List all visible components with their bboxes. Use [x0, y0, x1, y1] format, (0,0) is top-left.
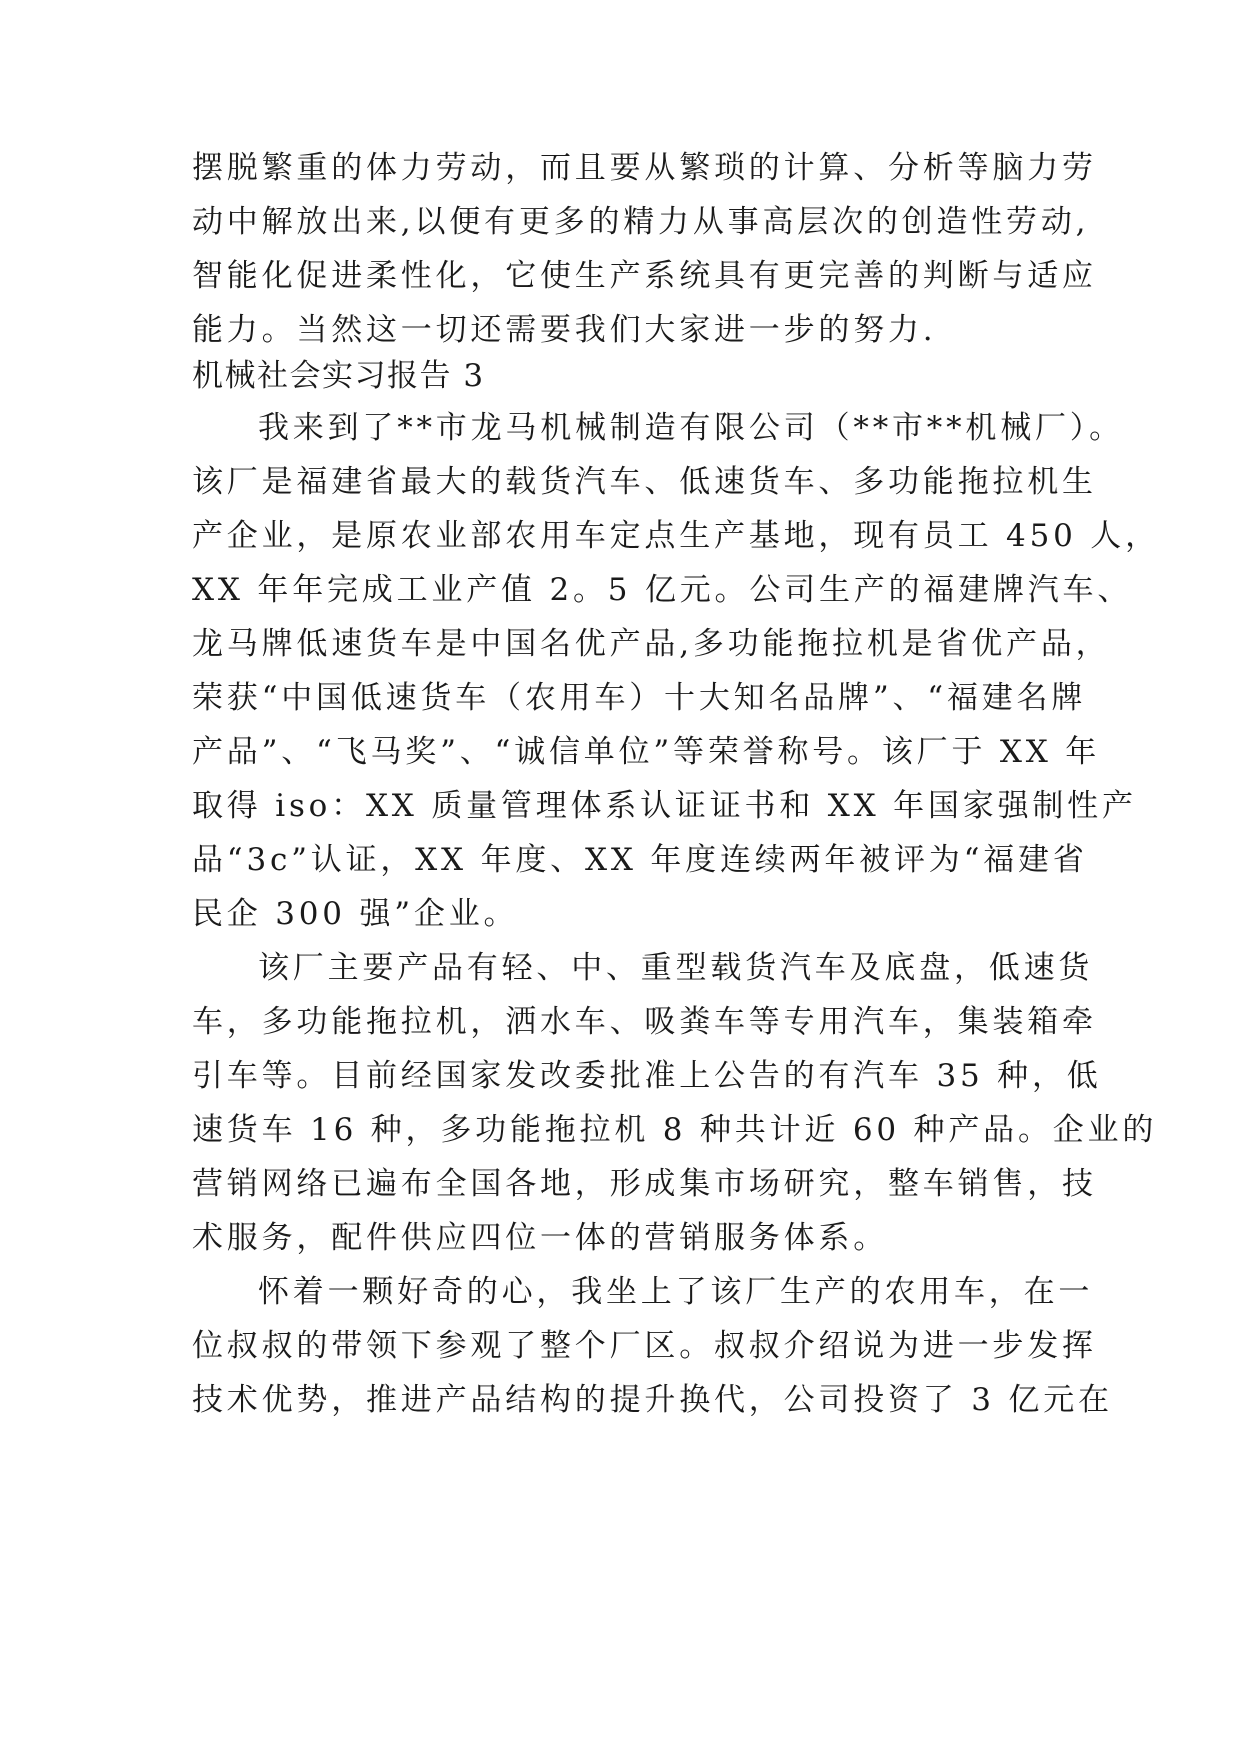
paragraph-line: 位叔叔的带领下参观了整个厂区。叔叔介绍说为进一步发挥	[192, 1328, 1097, 1364]
paragraph-line: 速货车 16 种，多功能拖拉机 8 种共计近 60 种产品。企业的	[192, 1112, 1158, 1148]
paragraph-line: 技术优势，推进产品结构的提升换代，公司投资了 3 亿元在	[192, 1382, 1113, 1418]
paragraph-line: 车，多功能拖拉机，洒水车、吸粪车等专用汽车，集装箱牵	[192, 1004, 1097, 1040]
paragraph-line: 营销网络已遍布全国各地，形成集市场研究，整车销售，技	[192, 1166, 1097, 1202]
paragraph-line: 怀着一颗好奇的心，我坐上了该厂生产的农用车，在一	[258, 1274, 1094, 1310]
paragraph-line: 产品”、“飞马奖”、“诚信单位”等荣誉称号。该厂于 XX 年	[192, 734, 1101, 770]
paragraph-line: 引车等。目前经国家发改委批准上公告的有汽车 35 种，低	[192, 1058, 1102, 1094]
paragraph-line: 龙马牌低速货车是中国名优产品,多功能拖拉机是省优产品，	[192, 626, 1111, 662]
paragraph-line: 我来到了**市龙马机械制造有限公司（**市**机械厂）。	[258, 410, 1124, 446]
paragraph-line: 术服务，配件供应四位一体的营销服务体系。	[192, 1220, 888, 1256]
paragraph-line: 该厂主要产品有轻、中、重型载货汽车及底盘，低速货	[258, 950, 1094, 986]
paragraph-line: 该厂是福建省最大的载货汽车、低速货车、多功能拖拉机生	[192, 464, 1097, 500]
paragraph-line: 品“3c”认证，XX 年度、XX 年度连续两年被评为“福建省	[192, 842, 1088, 878]
paragraph-line: 产企业，是原农业部农用车定点生产基地，现有员工 450 人，	[192, 518, 1160, 554]
intro-line: 能力。当然这一切还需要我们大家进一步的努力.	[192, 312, 937, 348]
paragraph-line: 民企 300 强”企业。	[192, 896, 519, 932]
intro-line: 智能化促进柔性化，它使生产系统具有更完善的判断与适应	[192, 258, 1097, 294]
paragraph-line: 取得 iso：XX 质量管理体系认证证书和 XX 年国家强制性产	[192, 788, 1137, 824]
intro-line: 动中解放出来,以便有更多的精力从事高层次的创造性劳动,	[192, 204, 1090, 240]
intro-line: 摆脱繁重的体力劳动，而且要从繁琐的计算、分析等脑力劳	[192, 150, 1097, 186]
section-title: 机械社会实习报告 3	[192, 358, 485, 394]
paragraph-line: XX 年年完成工业产值 2。5 亿元。公司生产的福建牌汽车、	[192, 572, 1133, 608]
paragraph-line: 荣获“中国低速货车（农用车）十大知名品牌”、“福建名牌	[192, 680, 1087, 716]
